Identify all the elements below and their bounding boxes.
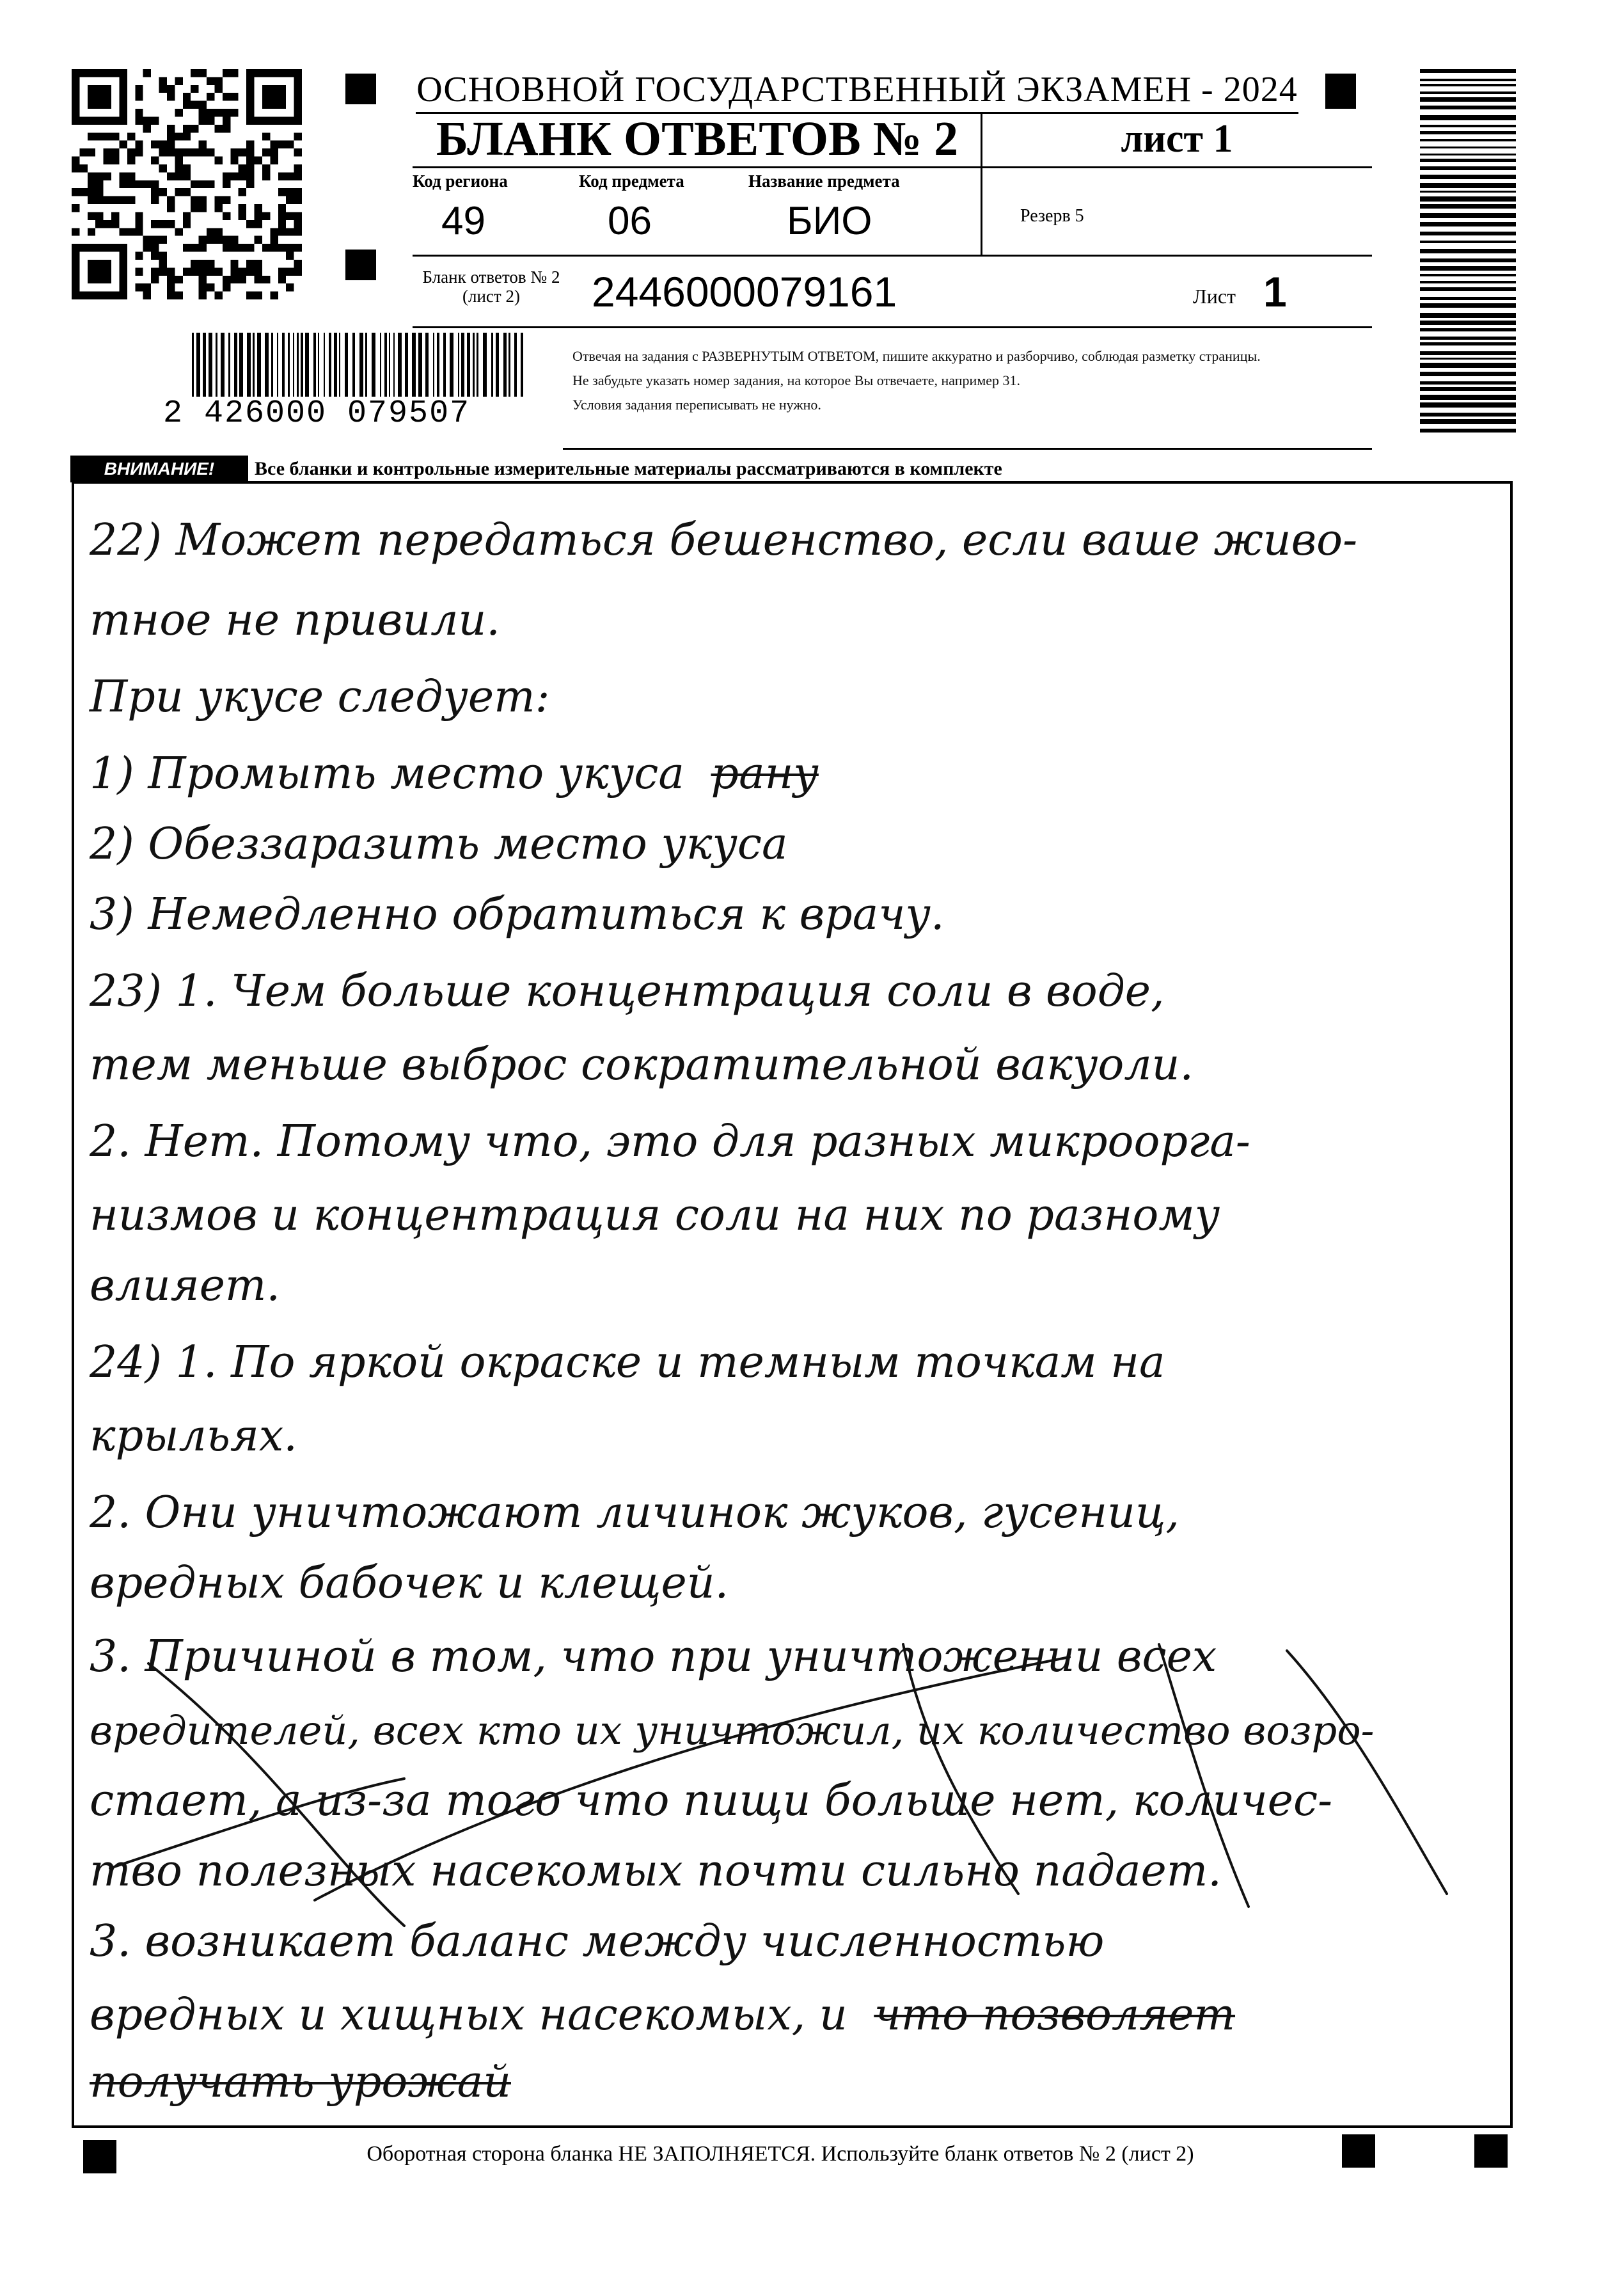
- answer-line: 3. Причиной в том, что при уничтожении всех: [90, 1631, 1217, 1682]
- blank-label-line2: (лист 2): [462, 287, 520, 306]
- instruction-3: Условия задания переписывать не нужно.: [572, 397, 821, 413]
- blank-label-line1: Бланк ответов № 2: [422, 267, 560, 287]
- answer-line: 23) 1. Чем больше концентрация соли в воде,: [90, 966, 1165, 1017]
- list-number: 1: [1263, 268, 1287, 315]
- answer-line: тное не привили.: [90, 595, 500, 646]
- answer-line: вредных бабочек и клещей.: [90, 1558, 729, 1608]
- header-rule-3: [413, 326, 1372, 328]
- answer-line: 22) Может передаться бешенство, если ваше живо-: [90, 515, 1358, 566]
- header-rule-2: [413, 255, 1372, 257]
- answer-line: 2. Они уничтожают личинок жуков, гусениц,: [90, 1488, 1180, 1538]
- exam-title: ОСНОВНОЙ ГОСУДАРСТВЕННЫЙ ЭКЗАМЕН - 2024: [416, 67, 1298, 114]
- corner-marker-bottom-right: [1474, 2134, 1508, 2168]
- subject-name-value: БИО: [787, 199, 872, 243]
- answer-line: стает, а из-за того что пищи больше нет, количес-: [90, 1775, 1333, 1826]
- attention-text: Все бланки и контрольные измерительные материалы рассматриваются в комплекте: [255, 458, 1002, 479]
- answer-line: 3) Немедленно обратиться к врачу.: [90, 889, 945, 940]
- struck-word: получать урожай: [90, 2057, 511, 2107]
- answer-line: 2. Нет. Потому что, это для разных микроорга-: [90, 1116, 1250, 1167]
- struck-word: что позволяет: [874, 1990, 1236, 2040]
- reserve-label: Резерв 5: [1020, 206, 1084, 226]
- answer-line: тем меньше выброс сократительной вакуоли.: [90, 1040, 1194, 1090]
- subject-name-label: Название предмета: [748, 171, 900, 191]
- region-value: 49: [441, 199, 485, 243]
- header-rule-4: [563, 448, 1372, 450]
- answer-line: крыльях.: [90, 1411, 297, 1461]
- attention-badge: ВНИМАНИЕ!: [70, 456, 248, 482]
- answer-line: влияет.: [90, 1260, 281, 1311]
- instruction-2: Не забудьте указать номер задания, на которое Вы отвечаете, например 31.: [572, 372, 1021, 388]
- barcode: [192, 333, 524, 397]
- header-divider: [981, 114, 982, 256]
- answer-line: тво полезных насекомых почти сильно падает.: [90, 1846, 1222, 1896]
- sheet-title: лист 1: [1121, 117, 1233, 161]
- answer-line-text: 1) Промыть место укуса: [90, 749, 684, 799]
- corner-marker-bottom-mid: [1342, 2134, 1375, 2168]
- blank-label: [402, 267, 581, 306]
- instructions: [572, 344, 1261, 417]
- corner-marker-bottom-left: [83, 2140, 116, 2173]
- header-rule-1: [413, 166, 1372, 168]
- struck-word: рану: [711, 749, 819, 799]
- answer-line: 2) Обеззаразить место укуса: [90, 819, 788, 869]
- answer-line: [90, 745, 819, 803]
- corner-marker-top-left: [345, 74, 376, 104]
- answer-line: [90, 1987, 1235, 2044]
- answer-line-text: вредных и хищных насекомых, и: [90, 1990, 847, 2040]
- region-label: Код региона: [413, 171, 508, 191]
- form-title: БЛАНК ОТВЕТОВ № 2: [436, 112, 959, 166]
- answer-line: При укусе следует:: [90, 672, 550, 722]
- footer-note: Оборотная сторона бланка НЕ ЗАПОЛНЯЕТСЯ. Используйте бланк ответов № 2 (лист 2): [367, 2142, 1194, 2166]
- answer-line: 24) 1. По яркой окраске и темным точкам на: [90, 1337, 1165, 1388]
- corner-marker-mid-left: [345, 250, 376, 280]
- corner-marker-top-right: [1325, 74, 1356, 109]
- answer-line: низмов и концентрация соли на них по разному: [90, 1190, 1220, 1241]
- subject-code-value: 06: [608, 199, 652, 243]
- list-label: Лист: [1193, 285, 1236, 308]
- barcode-digits: 2 426000 079507: [163, 395, 471, 432]
- subject-code-label: Код предмета: [579, 171, 684, 191]
- answer-line: [90, 2054, 511, 2111]
- instruction-1: Отвечая на задания с РАЗВЕРНУТЫМ ОТВЕТОМ, пишите аккуратно и разборчиво, соблюдая разметку страницы.: [572, 348, 1261, 364]
- vertical-barcode: [1420, 69, 1516, 440]
- answer-line: 3. возникает баланс между численностью: [90, 1916, 1105, 1967]
- answer-line: вредителей, всех кто их уничтожил, их количество возро-: [90, 1707, 1375, 1754]
- qr-code: [72, 69, 302, 299]
- blank-number: 2446000079161: [592, 268, 897, 315]
